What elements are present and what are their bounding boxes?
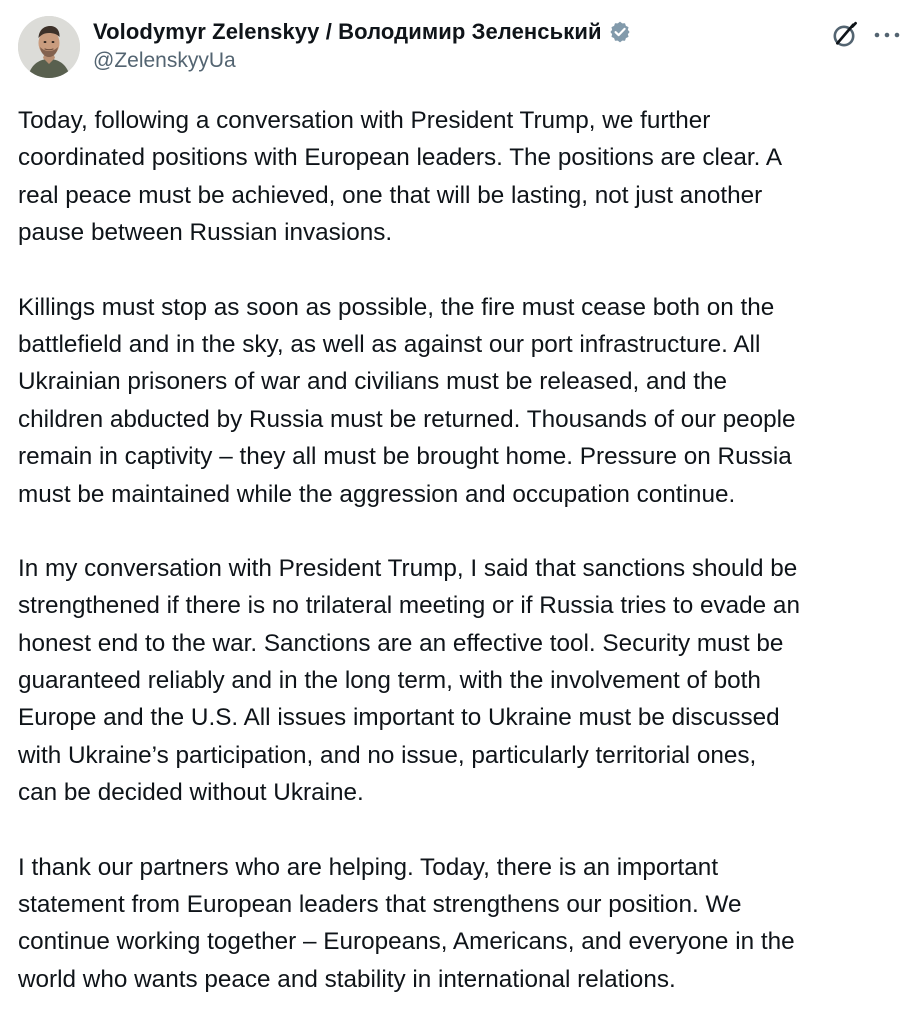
grok-icon[interactable] [829, 20, 859, 50]
post-line: coordinated positions with European leaders. The positions are clear. A [18, 144, 783, 172]
post-line: battlefield and in the sky, as well as against our port infrastructure. All [18, 330, 761, 358]
post-line: must be maintained while the aggression and occupation continue. [18, 480, 736, 508]
post-line: In my conversation with President Trump, I said that sanctions should be [18, 554, 798, 582]
post-line: Ukrainian prisoners of war and civilians must be released, and the [18, 368, 728, 396]
post-line: strengthened if there is no trilateral meeting or if Russia tries to evade an [18, 592, 800, 620]
post-line: real peace must be achieved, one that will be lasting, not just another [18, 181, 763, 209]
post-line: pause between Russian invasions. [18, 219, 393, 247]
post-line: guaranteed reliably and in the long term, with the involvement of both [18, 667, 761, 695]
post-line: can be decided without Ukraine. [18, 779, 364, 807]
author-display-name[interactable]: Volodymyr Zelenskyy / Володимир Зеленський [93, 19, 602, 44]
post-paragraph-4 [18, 849, 898, 999]
post-paragraph-2 [18, 289, 898, 513]
avatar[interactable] [18, 16, 80, 78]
post-text [18, 102, 898, 998]
author-block [93, 18, 743, 73]
post-paragraph-1 [18, 102, 898, 252]
post-line: Killings must stop as soon as possible, the fire must cease both on the [18, 293, 775, 321]
post-line: remain in captivity – they all must be brought home. Pressure on Russia [18, 443, 792, 471]
post-line: I thank our partners who are helping. Today, there is an important [18, 853, 719, 881]
post-line: children abducted by Russia must be returned. Thousands of our people [18, 405, 796, 433]
author-handle[interactable]: @ZelenskyyUa [93, 49, 236, 72]
post-line: with Ukraine’s participation, and no issue, particularly territorial ones, [18, 741, 757, 769]
author-name-row [93, 18, 743, 46]
post-line: Today, following a conversation with President Trump, we further [18, 107, 711, 134]
verified-badge-icon [608, 20, 632, 44]
post-line: world who wants peace and stability in international relations. [18, 965, 676, 993]
post-line: statement from European leaders that strengthens our position. We [18, 891, 742, 919]
more-options-icon[interactable] [872, 24, 902, 46]
post-line: honest end to the war. Sanctions are an effective tool. Security must be [18, 629, 784, 657]
post-line: continue working together – Europeans, Americans, and everyone in the [18, 928, 795, 956]
post-paragraph-3 [18, 550, 898, 812]
post-header [0, 0, 915, 96]
post-line: Europe and the U.S. All issues important to Ukraine must be discussed [18, 704, 780, 732]
